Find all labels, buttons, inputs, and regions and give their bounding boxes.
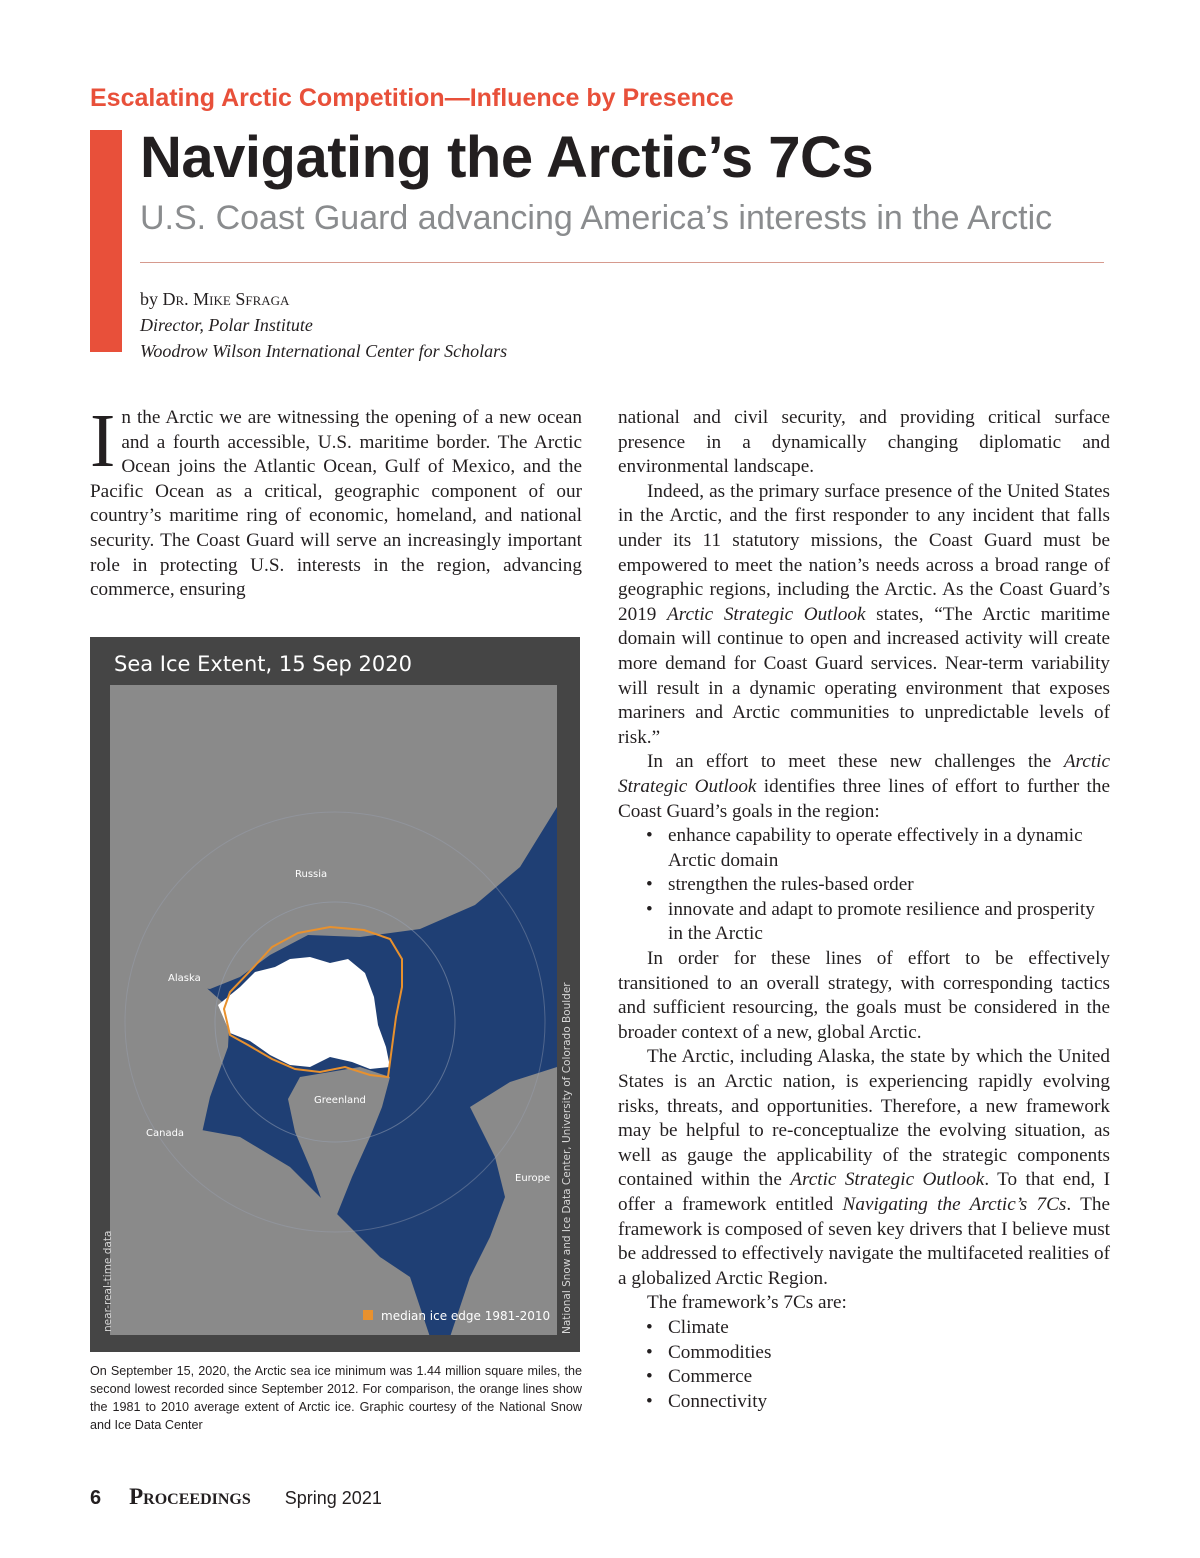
bullet-icon: •	[646, 1316, 653, 1338]
list-item-text: Connectivity	[668, 1390, 768, 1412]
paragraph-3	[618, 750, 1110, 824]
legend-label: median ice edge 1981-2010	[381, 1309, 551, 1323]
lines-of-effort-list	[618, 824, 1110, 947]
list-item-text: Commodities	[668, 1341, 772, 1363]
p5-italic-2: Navigating the Arctic’s 7Cs	[842, 1194, 1067, 1215]
label-alaska: Alaska	[168, 973, 201, 984]
seven-cs-list	[618, 1316, 1110, 1414]
bullet-icon: •	[646, 898, 653, 920]
paragraph-6: The framework’s 7Cs are:	[647, 1292, 847, 1314]
list-item-text: Climate	[668, 1316, 729, 1338]
bullet-icon: •	[646, 1341, 653, 1363]
p3-text-a: In an effort to meet these new challenges the	[647, 751, 1064, 773]
paragraph-5	[618, 1045, 1110, 1291]
label-canada: Canada	[146, 1128, 185, 1139]
figure-caption: On September 15, 2020, the Arctic sea ice minimum was 1.44 million square miles, the second lowest recorded since September 2012. For comparison, the orange lines show the 1981 to 2010 average extent of Arctic ice. Graphic courtesy of the National Snow and Ice Data Center	[90, 1364, 582, 1432]
paragraph-intro	[90, 399, 582, 603]
p5-text-b: . To that end, I offer a framework entitled	[618, 1169, 1110, 1215]
header-divider	[140, 262, 1104, 263]
by-prefix: by	[140, 289, 163, 309]
article-column-right	[618, 406, 1110, 1414]
issue-season: Spring 2021	[284, 1488, 382, 1508]
list-item	[618, 1365, 1110, 1390]
accent-bar	[90, 130, 122, 352]
bullet-icon: •	[646, 1366, 653, 1388]
p2-text-b: states, “The Arctic maritime domain will continue to open and increased activity will create more demand for Coast Guard services. Near-term variability will result in a dynamic operating environment that exposes mariners and Arctic communities to unpredictable levels of risk.”	[618, 603, 1111, 748]
label-russia: Russia	[295, 869, 328, 880]
author-name: Dr. Mike Sfraga	[162, 289, 290, 309]
paragraph-4: In order for these lines of effort to be effectively transitioned to an overall strategy, with corresponding tactics and sufficient resourcing, the goals must be considered in the broader context of a new, global Arctic.	[618, 948, 1110, 1043]
page-number: 6	[90, 1487, 102, 1509]
map-title: Sea Ice Extent, 15 Sep 2020	[114, 652, 412, 676]
p3-text-b: identifies three lines of effort to further the Coast Guard’s goals in the region:	[618, 775, 1110, 822]
paragraph-intro-text: n the Arctic we are witnessing the opening of a new ocean and a fourth accessible, U.S. maritime border. The Arctic Ocean joins the Atlantic Ocean, Gulf of Mexico, and the Pacific Ocean as a critical, geographic component of our country’s maritime ring of economic, homeland, and national security. The Coast Guard will serve an increasingly important role in protecting U.S. interests in the region, advancing commerce, ensuring	[90, 407, 582, 601]
list-item	[618, 824, 1110, 873]
article-subtitle: U.S. Coast Guard advancing America’s interests in the Arctic	[140, 199, 1053, 237]
article-title: Navigating the Arctic’s 7Cs	[140, 125, 874, 190]
p2-text-a: Indeed, as the primary surface presence of the United States in the Arctic, and the first responder to any incident that falls under its 11 statutory missions, the Coast Guard must be empowered to meet the nation’s needs across a broad range of geographic regions, including the Arctic. As the Coast Guard’s 2019	[618, 480, 1110, 625]
article-column-left	[90, 399, 582, 603]
map-credit-right: National Snow and Ice Data Center, University of Colorado Boulder	[561, 982, 573, 1334]
list-item-text: enhance capability to operate effectively in a dynamic Arctic domain	[668, 825, 1083, 871]
p3-italic: Arctic Strategic Outlook	[618, 751, 1110, 797]
author-role: Director, Polar Institute	[140, 315, 313, 335]
list-item	[618, 1390, 1110, 1415]
label-greenland: Greenland	[314, 1095, 366, 1106]
list-item-text: Commerce	[668, 1366, 753, 1388]
list-item	[618, 898, 1110, 947]
list-item-text: strengthen the rules-based order	[668, 874, 914, 896]
drop-cap: I	[90, 399, 116, 483]
p5-text-a: The Arctic, including Alaska, the state by which the United States is an Arctic nation, is experiencing rapidly evolving risks, threats, and opportunities. Therefore, a new framework may be helpful to re-conceptualize the evolving situation, as well as gauge the applicability of the strategic components contained within the	[618, 1046, 1110, 1191]
label-europe: Europe	[515, 1173, 551, 1184]
section-kicker: Escalating Arctic Competition—Influence by Presence	[90, 84, 734, 112]
map-side-note-left: near-real-time data	[102, 1230, 114, 1332]
paragraph-continued: national and civil security, and providing critical surface presence in a dynamically changing diplomatic and environmental landscape.	[618, 407, 1110, 478]
list-item	[618, 1316, 1110, 1341]
p5-italic-1: Arctic Strategic Outlook	[790, 1169, 985, 1191]
list-item-text: innovate and adapt to promote resilience and prosperity in the Arctic	[668, 898, 1095, 945]
sea-ice-map	[90, 637, 580, 1352]
p2-italic: Arctic Strategic Outlook	[667, 603, 866, 625]
magazine-name: Proceedings	[129, 1484, 251, 1509]
paragraph-2	[618, 480, 1110, 751]
list-item	[618, 1341, 1110, 1366]
bullet-icon: •	[646, 874, 653, 896]
page-footer	[90, 1484, 382, 1516]
bullet-icon: •	[646, 1390, 653, 1412]
byline	[140, 286, 507, 364]
author-line	[140, 286, 507, 312]
legend-swatch	[363, 1310, 373, 1320]
sea-ice-map-graphic	[90, 637, 580, 1352]
bullet-icon: •	[646, 825, 653, 847]
list-item	[618, 873, 1110, 898]
p5-text-c: . The framework is composed of seven key drivers that I believe must be addressed to effectively navigate the multifaceted realities of a globalized Arctic Region.	[618, 1194, 1111, 1289]
author-org: Woodrow Wilson International Center for Scholars	[140, 341, 508, 361]
